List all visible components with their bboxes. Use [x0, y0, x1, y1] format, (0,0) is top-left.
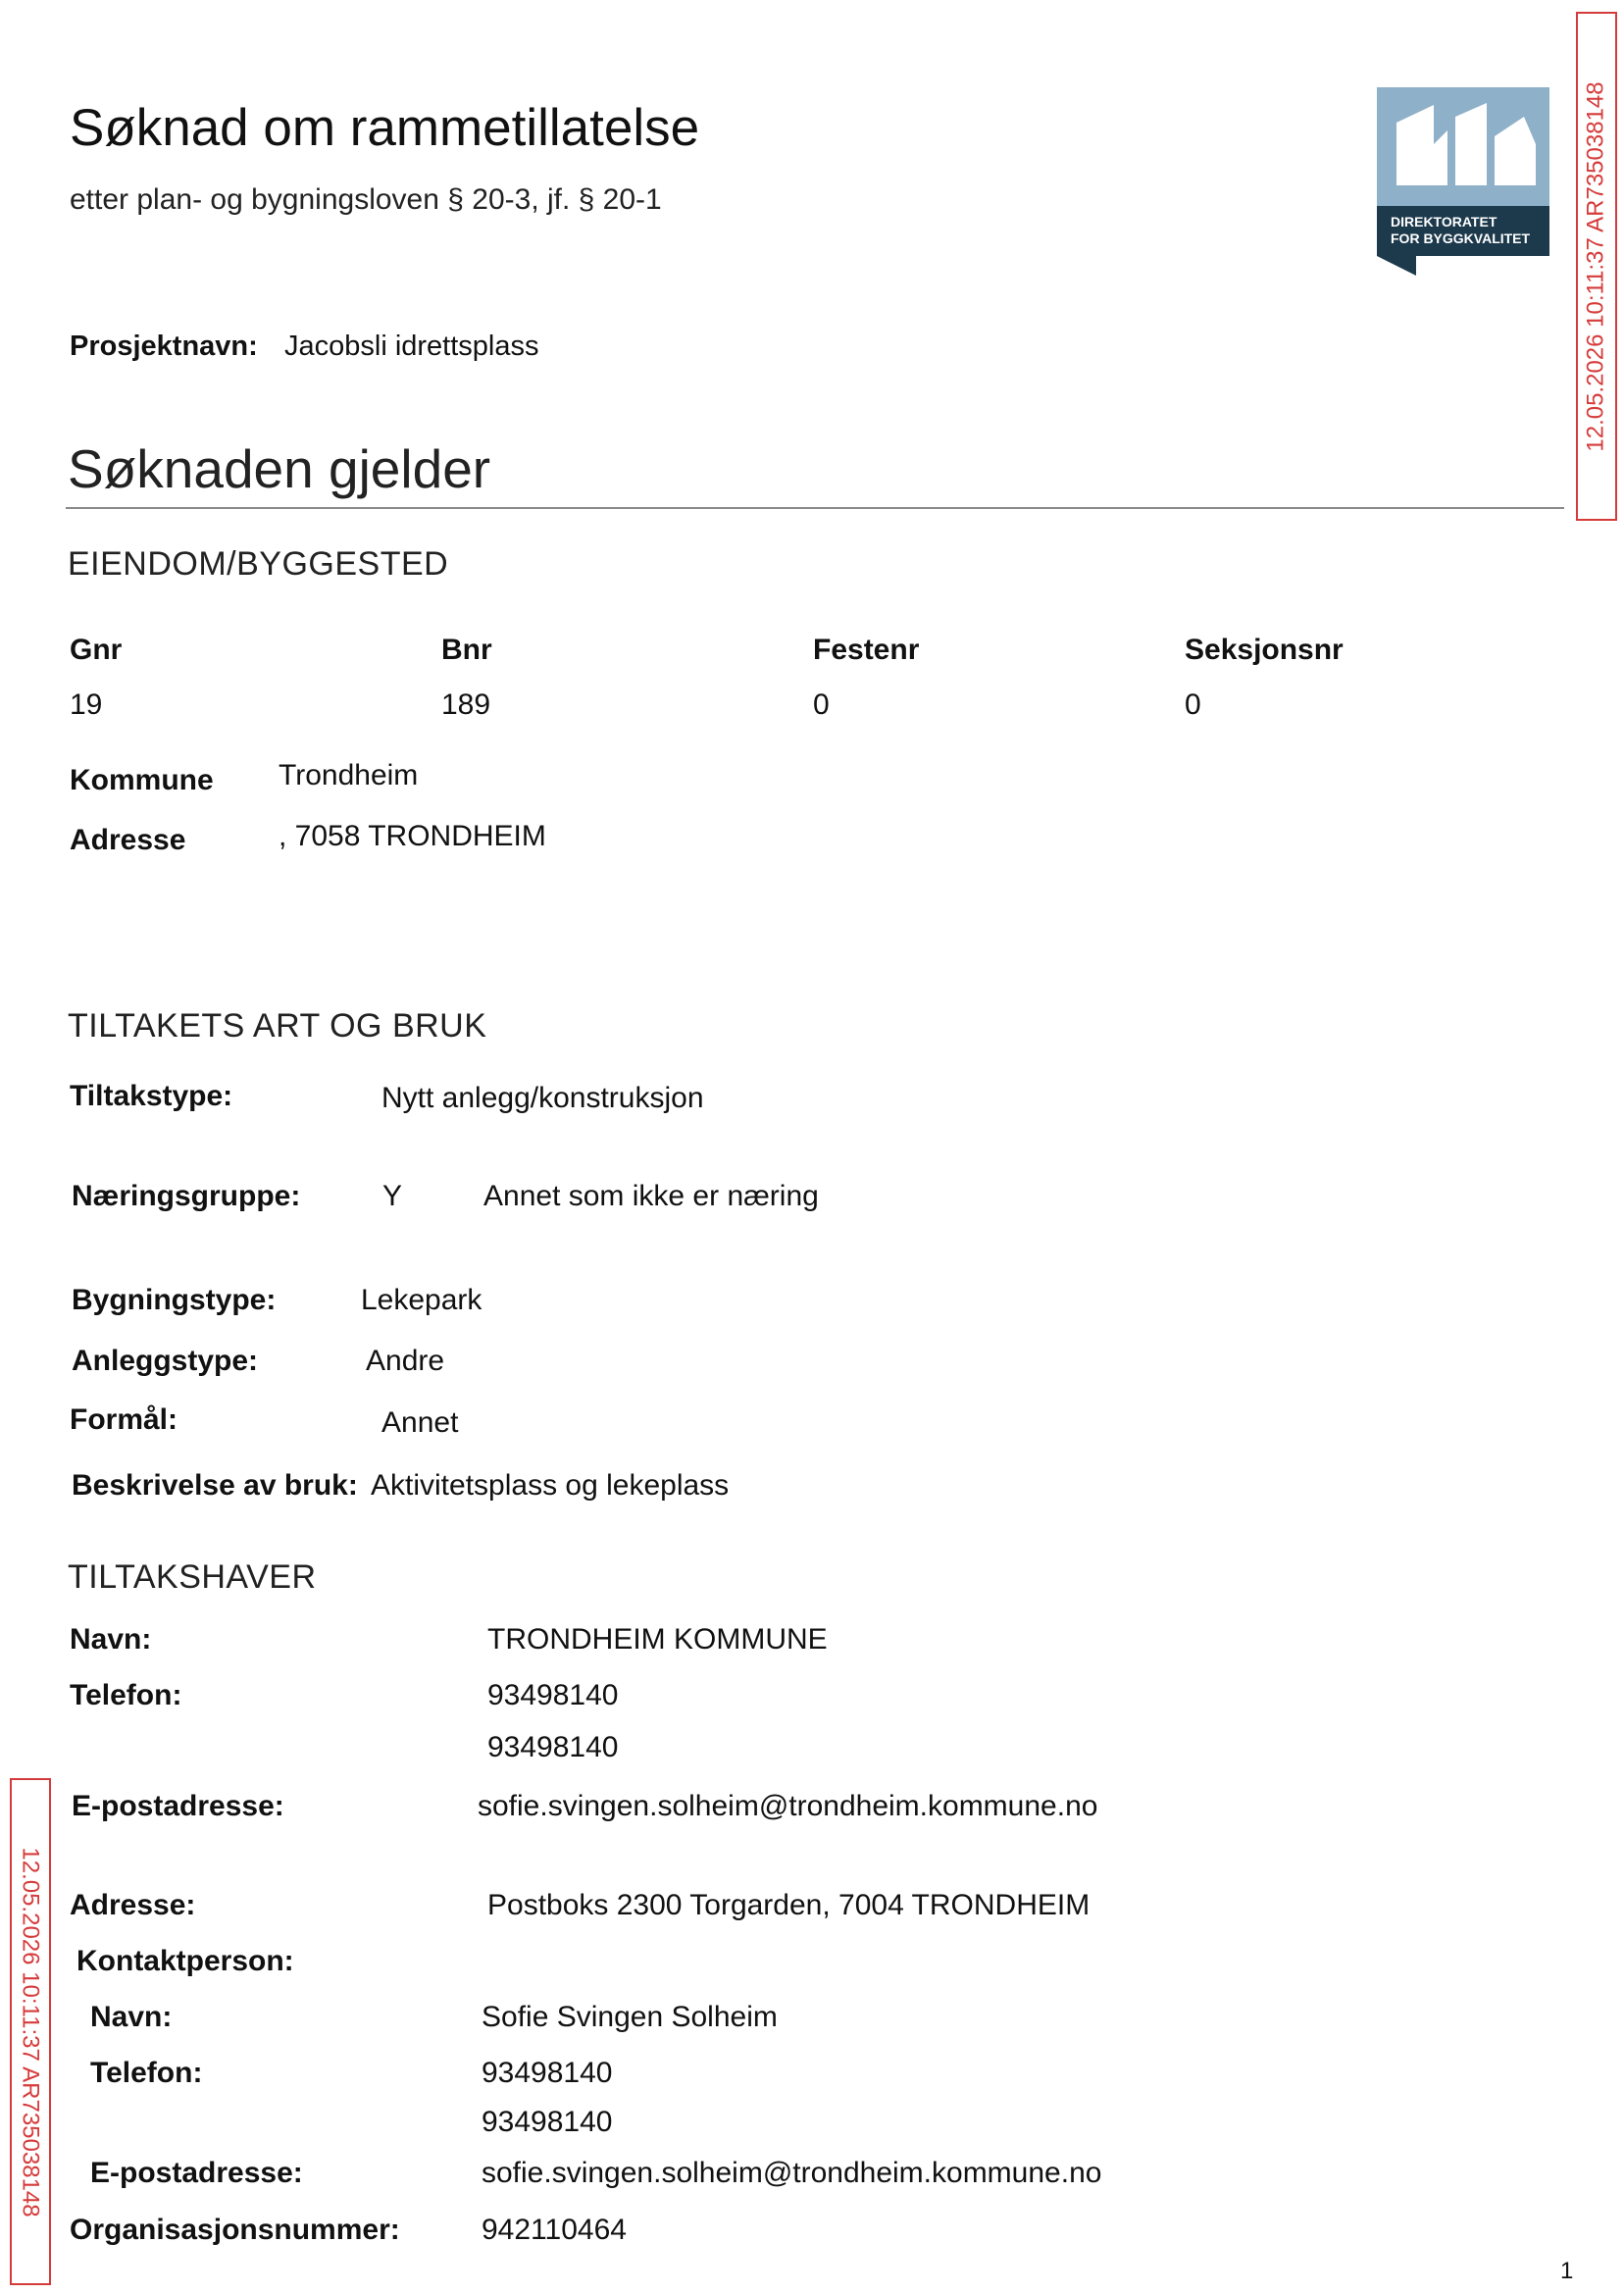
kommune-label: Kommune [70, 764, 214, 796]
dibk-logo [1377, 87, 1549, 276]
logo-text-line2: FOR BYGGKVALITET [1391, 230, 1531, 246]
tiltakshaver-navn-value: TRONDHEIM KOMMUNE [487, 1623, 828, 1656]
orgnr-label: Organisasjonsnummer: [70, 2214, 400, 2246]
beskrivelse-value: Aktivitetsplass og lekeplass [371, 1469, 730, 1502]
formal-label: Formål: [70, 1403, 178, 1436]
stamp-text: 12.05.2026 10:11:37 AR735038148 [1583, 80, 1609, 452]
kontaktperson-label: Kontaktperson: [76, 1945, 294, 1977]
tiltakshaver-adresse-value: Postboks 2300 Torgarden, 7004 TRONDHEIM [487, 1889, 1091, 1921]
adresse-value: , 7058 TRONDHEIM [279, 820, 546, 852]
property-heading: EIENDOM/BYGGESTED [68, 545, 449, 583]
kontakt-telefon-2: 93498140 [482, 2106, 613, 2138]
archive-stamp-top [1576, 12, 1617, 521]
seksjonsnr-value: 0 [1185, 688, 1201, 721]
tiltakstype-label: Tiltakstype: [70, 1080, 233, 1112]
page-number: 1 [1560, 2258, 1574, 2284]
document-title: Søknad om rammetillatelse [70, 99, 700, 157]
kontakt-telefon-1: 93498140 [482, 2057, 613, 2089]
tiltakshaver-heading: TILTAKSHAVER [68, 1558, 317, 1596]
anleggstype-label: Anleggstype: [72, 1345, 259, 1377]
stamp-text: 12.05.2026 10:11:37 AR735038148 [18, 1846, 44, 2218]
bnr-value: 189 [441, 688, 491, 721]
anleggstype-value: Andre [366, 1345, 445, 1377]
seksjonsnr-label: Seksjonsnr [1185, 634, 1344, 666]
project-name-value: Jacobsli idrettsplass [284, 331, 539, 362]
beskrivelse-label: Beskrivelse av bruk: [72, 1469, 358, 1502]
tiltakshaver-telefon-1: 93498140 [487, 1679, 619, 1711]
tiltakshaver-adresse-label: Adresse: [70, 1889, 196, 1921]
kontakt-navn-label: Navn: [90, 2001, 173, 2033]
logo-text-line1: DIREKTORATET [1391, 214, 1497, 229]
tiltakshaver-telefon-label: Telefon: [70, 1679, 182, 1711]
kommune-value: Trondheim [279, 759, 419, 791]
tiltakshaver-navn-label: Navn: [70, 1623, 152, 1656]
section-title: Søknaden gjelder [68, 438, 491, 499]
festenr-label: Festenr [813, 634, 920, 666]
adresse-label: Adresse [70, 824, 186, 856]
tiltakshaver-epost-label: E-postadresse: [72, 1790, 284, 1822]
kontakt-navn-value: Sofie Svingen Solheim [482, 2001, 778, 2033]
archive-stamp-left [10, 1778, 51, 2285]
bygningstype-value: Lekepark [361, 1284, 482, 1316]
tiltak-heading: TILTAKETS ART OG BRUK [68, 1007, 487, 1045]
kontakt-telefon-label: Telefon: [90, 2057, 203, 2089]
gnr-value: 19 [70, 688, 103, 721]
kontakt-epost-label: E-postadresse: [90, 2157, 303, 2189]
tiltakstype-value: Nytt anlegg/konstruksjon [381, 1082, 704, 1114]
gnr-label: Gnr [70, 634, 123, 666]
tiltakshaver-telefon-2: 93498140 [487, 1731, 619, 1763]
formal-value: Annet [381, 1406, 459, 1439]
project-name-label: Prosjektnavn: [70, 331, 258, 362]
festenr-value: 0 [813, 688, 830, 721]
document-subtitle: etter plan- og bygningsloven § 20-3, jf. § 20-1 [70, 183, 662, 216]
bnr-label: Bnr [441, 634, 492, 666]
naeringsgruppe-value: Annet som ikke er næring [483, 1180, 819, 1212]
naeringsgruppe-label: Næringsgruppe: [72, 1180, 301, 1212]
naeringsgruppe-code: Y [382, 1180, 403, 1212]
bygningstype-label: Bygningstype: [72, 1284, 277, 1316]
section-divider [66, 507, 1564, 509]
orgnr-value: 942110464 [482, 2214, 627, 2246]
tiltakshaver-epost-value: sofie.svingen.solheim@trondheim.kommune.no [478, 1790, 1098, 1822]
kontakt-epost-value: sofie.svingen.solheim@trondheim.kommune.no [482, 2157, 1102, 2189]
